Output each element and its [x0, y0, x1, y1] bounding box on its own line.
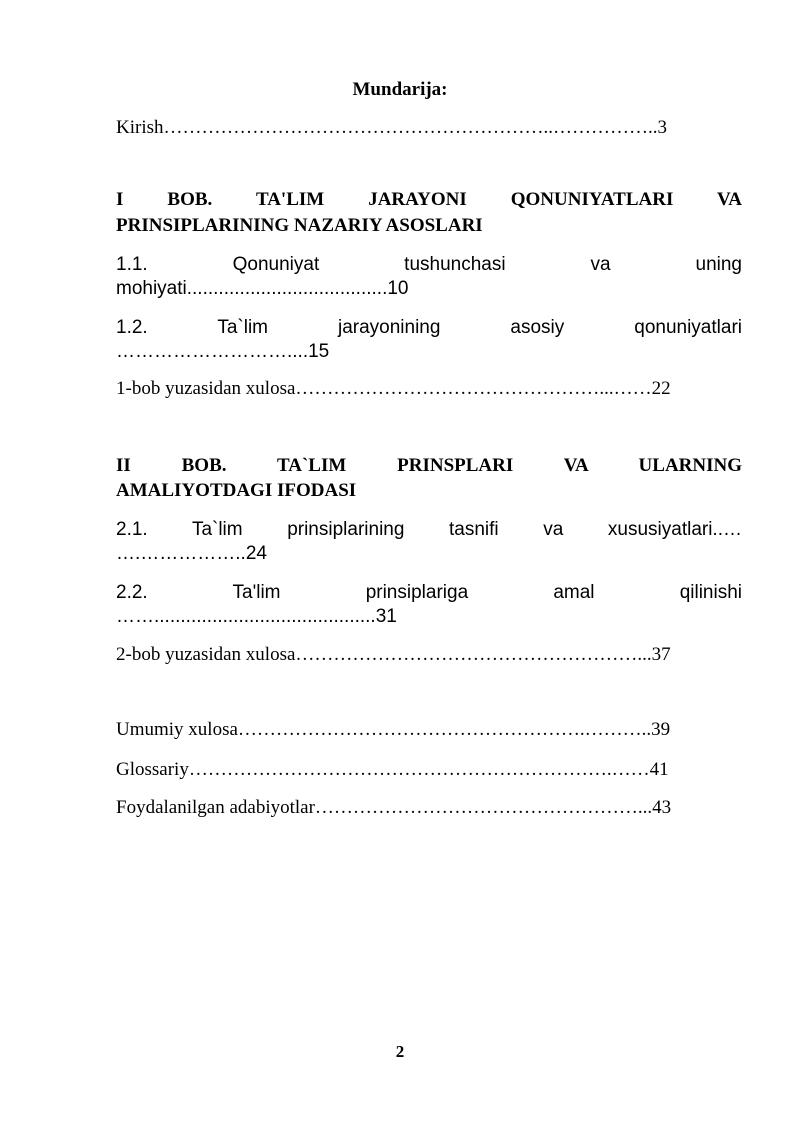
toc-entry-glossary: Glossariy………………………………………………………….……41: [116, 759, 669, 780]
chapter-2-heading-line-1: II BOB. TA`LIM PRINSPLARI VA ULARNING: [116, 455, 742, 476]
toc-entry-chapter-2-conclusion: 2-bob yuzasidan xulosa………………………………………………...37: [116, 644, 671, 665]
toc-entry-1-1-line-1: 1.1. Qonuniyat tushunchasi va uning: [116, 254, 742, 275]
page-number: 2: [395, 1042, 405, 1061]
toc-entry-1-2-line-2: ………………………....15: [116, 341, 330, 362]
toc-entry-1-2-line-1: 1.2. Ta`lim jarayonining asosiy qonuniyatlari: [116, 317, 742, 338]
toc-entry-2-2-line-1: 2.2. Ta'lim prinsiplariga amal qilinishi: [116, 582, 742, 603]
toc-entry-general-conclusion: Umumiy xulosa……………………………………………….………..39: [116, 719, 671, 740]
chapter-1-heading-line-1: I BOB. TA'LIM JARAYONI QONUNIYATLARI VA: [116, 189, 742, 210]
toc-entry-chapter-1-conclusion: 1-bob yuzasidan xulosa…………………………………………...……22: [116, 378, 671, 399]
chapter-1-heading-line-2: PRINSIPLARINING NAZARIY ASOSLARI: [116, 215, 483, 236]
toc-entry-2-2-line-2: ……..........................................31: [116, 606, 397, 627]
toc-entry-1-1-line-2: mohiyati......................................10: [116, 278, 409, 299]
toc-entry-2-1-line-2: ….……………..24: [116, 543, 267, 564]
toc-entry-kirish: Kirish……………………………………………………..……………..3: [116, 117, 667, 138]
toc-title: Mundarija:: [352, 79, 448, 100]
chapter-2-heading-line-2: AMALIYOTDAGI IFODASI: [116, 480, 357, 501]
toc-entry-references: Foydalanilgan adabiyotlar……………………………………………...43: [116, 797, 672, 818]
toc-entry-2-1-line-1: 2.1. Ta`lim prinsiplarining tasnifi va xususiyatlari..…: [116, 519, 742, 540]
